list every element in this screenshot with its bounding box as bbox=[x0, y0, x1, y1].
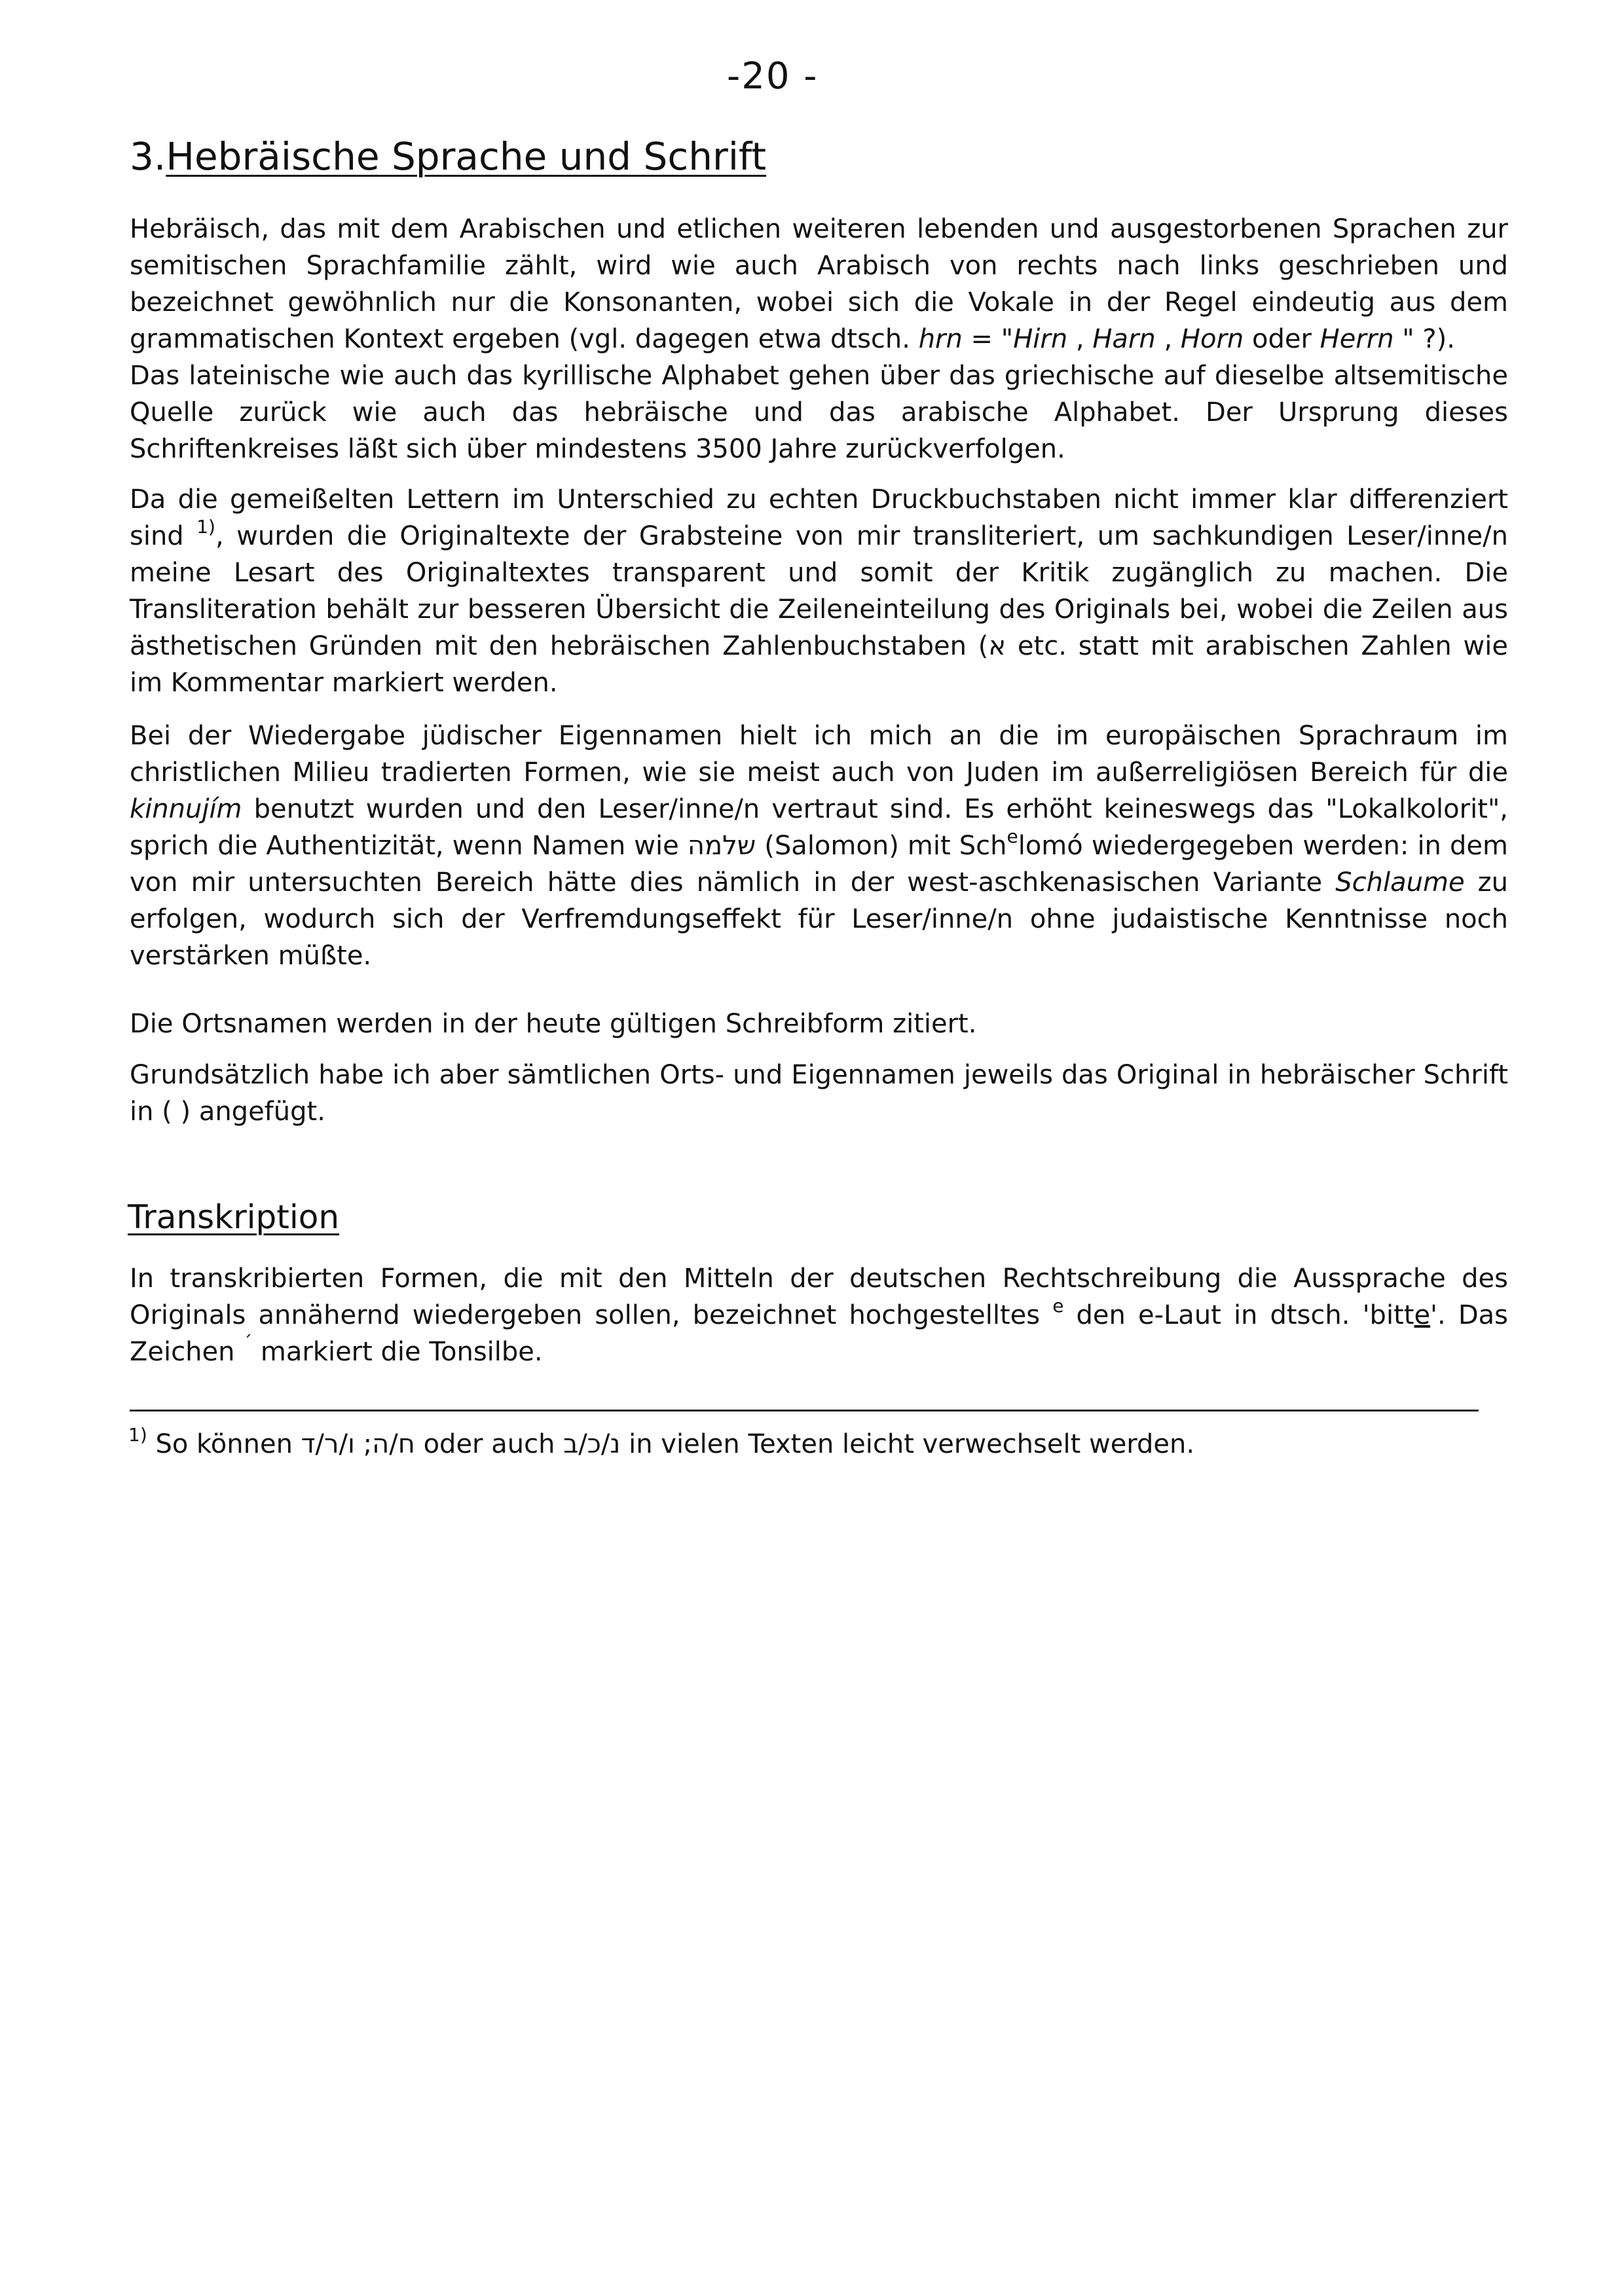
p1-example-hirn: Hirn bbox=[1013, 324, 1068, 354]
p3-text-d: lomó wiedergegeben werden: in dem von mir untersuchten Bereich hätte dies nämlich in der west-aschkenasischen Variante bbox=[130, 831, 1508, 898]
p1-text-b: Das lateinische wie auch das kyrillische Alphabet gehen über das griechische auf dieselbe altsemitische Quelle zurück wie auch das hebräische und das arabische Alphabet. Der Ursprung dieses Schriftenkreises läßt sich über mindestens 3500 Jahre zurückverfolgen. bbox=[130, 361, 1508, 464]
p3-text-a: Bei der Wiedergabe jüdischer Eigennamen hielt ich mich an die im europäischen Sprachraum im christlichen Milieu tradierten Formen, wie sie meist auch von Juden im außerreligiösen Bereich für die bbox=[130, 721, 1508, 788]
paragraph-transliteration bbox=[130, 481, 1508, 701]
paragraph-transcription bbox=[130, 1260, 1508, 1370]
p3-text-c: (Salomon) mit Sch bbox=[756, 831, 1007, 861]
superscript-e: e bbox=[1006, 826, 1018, 847]
p1-example-hrn: hrn bbox=[918, 324, 963, 354]
p6-text-d: markiert die Tonsilbe. bbox=[252, 1337, 543, 1367]
p1-sep: , bbox=[1067, 324, 1093, 354]
p1-example-horn: Horn bbox=[1180, 324, 1244, 354]
section-heading bbox=[130, 134, 766, 179]
p2-text-c: etc. statt mit arabischen Zahlen wie im Kommentar markiert werden. bbox=[130, 631, 1508, 698]
p3-text-b: benutzt wurden und den Leser/inne/n vertraut sind. Es erhöht keineswegs das "Lokalkolorit", sprich die Authentizität, wenn Namen wie bbox=[130, 794, 1508, 861]
p6-text-a: In transkribierten Formen, die mit den Mitteln der deutschen Rechtschreibung die Aussprache des Originals annähernd wiedergeben sollen, bezeichnet hochgestelltes bbox=[130, 1264, 1508, 1330]
superscript-e: e bbox=[1052, 1295, 1064, 1317]
underlined-e: e bbox=[1414, 1300, 1431, 1330]
hebrew-letters-2: ו/ר/ד bbox=[301, 1429, 355, 1459]
transcription-heading: Transkription bbox=[128, 1198, 340, 1236]
section-number: 3. bbox=[130, 134, 166, 179]
paragraph-hebrew-language bbox=[130, 211, 1508, 467]
p3-text-e: zu erfolgen, wodurch sich der Verfremdungseffekt für Leser/inne/n ohne judaistische Kenntnisse noch verstärken müßte. bbox=[130, 867, 1509, 971]
p2-text-b: , wurden die Originaltexte der Grabsteine von mir transliteriert, um sachkundigen Leser/inne/n meine Lesart des Originaltextes transparent und somit der Kritik zugänglich zu machen. Die Transliteration behält zur besseren Übersicht die Zeileneinteilung des Originals bei, wobei die Zeilen aus ästhetischen Gründen mit den hebräischen Zahlenbuchstaben ( bbox=[130, 521, 1508, 661]
paragraph-original-script: Grundsätzlich habe ich aber sämtlichen Orts- und Eigennamen jeweils das Original in hebräischer Schrift in ( ) angefügt. bbox=[130, 1060, 1508, 1127]
page-number: -20 - bbox=[727, 55, 819, 98]
p1-example-harn: Harn bbox=[1092, 324, 1156, 354]
footnote-divider bbox=[130, 1410, 1479, 1412]
hebrew-letters-1: ח/ה bbox=[372, 1429, 415, 1459]
accent-mark: ´ bbox=[243, 1332, 253, 1353]
hebrew-letters-3: נ/כ/ב bbox=[563, 1429, 621, 1459]
p6-text-c: '. Das Zeichen bbox=[130, 1300, 1509, 1367]
footnote-text-a: So können bbox=[147, 1429, 301, 1459]
footnote-text-b: ; bbox=[354, 1429, 373, 1459]
footnote-text-c: oder auch bbox=[415, 1429, 564, 1459]
p6-text-b: den e-Laut in dtsch. 'bitt bbox=[1063, 1300, 1414, 1330]
footnote bbox=[128, 1426, 1194, 1463]
footnote-text-d: in vielen Texten leicht verwechselt werden. bbox=[620, 1429, 1195, 1459]
p1-sep: , bbox=[1155, 324, 1181, 354]
footnote-reference: 1) bbox=[196, 516, 215, 538]
paragraph-place-names: Die Ortsnamen werden in der heute gültigen Schreibform zitiert. bbox=[130, 1009, 977, 1039]
p1-example-herrn: Herrn bbox=[1320, 324, 1394, 354]
p2-text-a: Da die gemeißelten Lettern im Unterschied zu echten Druckbuchstaben nicht immer klar differenziert sind bbox=[130, 484, 1508, 551]
footnote-marker: 1) bbox=[128, 1424, 147, 1446]
hebrew-shlomo: שלמה bbox=[687, 831, 756, 861]
term-schlaume: Schlaume bbox=[1335, 867, 1465, 898]
paragraph-proper-names bbox=[130, 718, 1508, 974]
p1-oder: oder bbox=[1244, 324, 1320, 354]
term-kinnujim: kinnujím bbox=[130, 794, 242, 824]
p1-text-a: Hebräisch, das mit dem Arabischen und etlichen weiteren lebenden und ausgestorbenen Sprachen zur semitischen Sprachfamilie zählt, wird wie auch Arabisch von rechts nach links geschrieben und bezeichnet gewöhnlich nur die Konsonanten, wobei sich die Vokale in der Regel eindeutig aus dem grammatischen Kontext ergeben (vgl. dagegen etwa dtsch. bbox=[130, 214, 1508, 354]
section-title: Hebräische Sprache und Schrift bbox=[166, 134, 767, 179]
p1-equals: = " bbox=[962, 324, 1014, 354]
hebrew-aleph: א bbox=[988, 631, 1006, 661]
p1-end: " ?). bbox=[1393, 324, 1455, 354]
